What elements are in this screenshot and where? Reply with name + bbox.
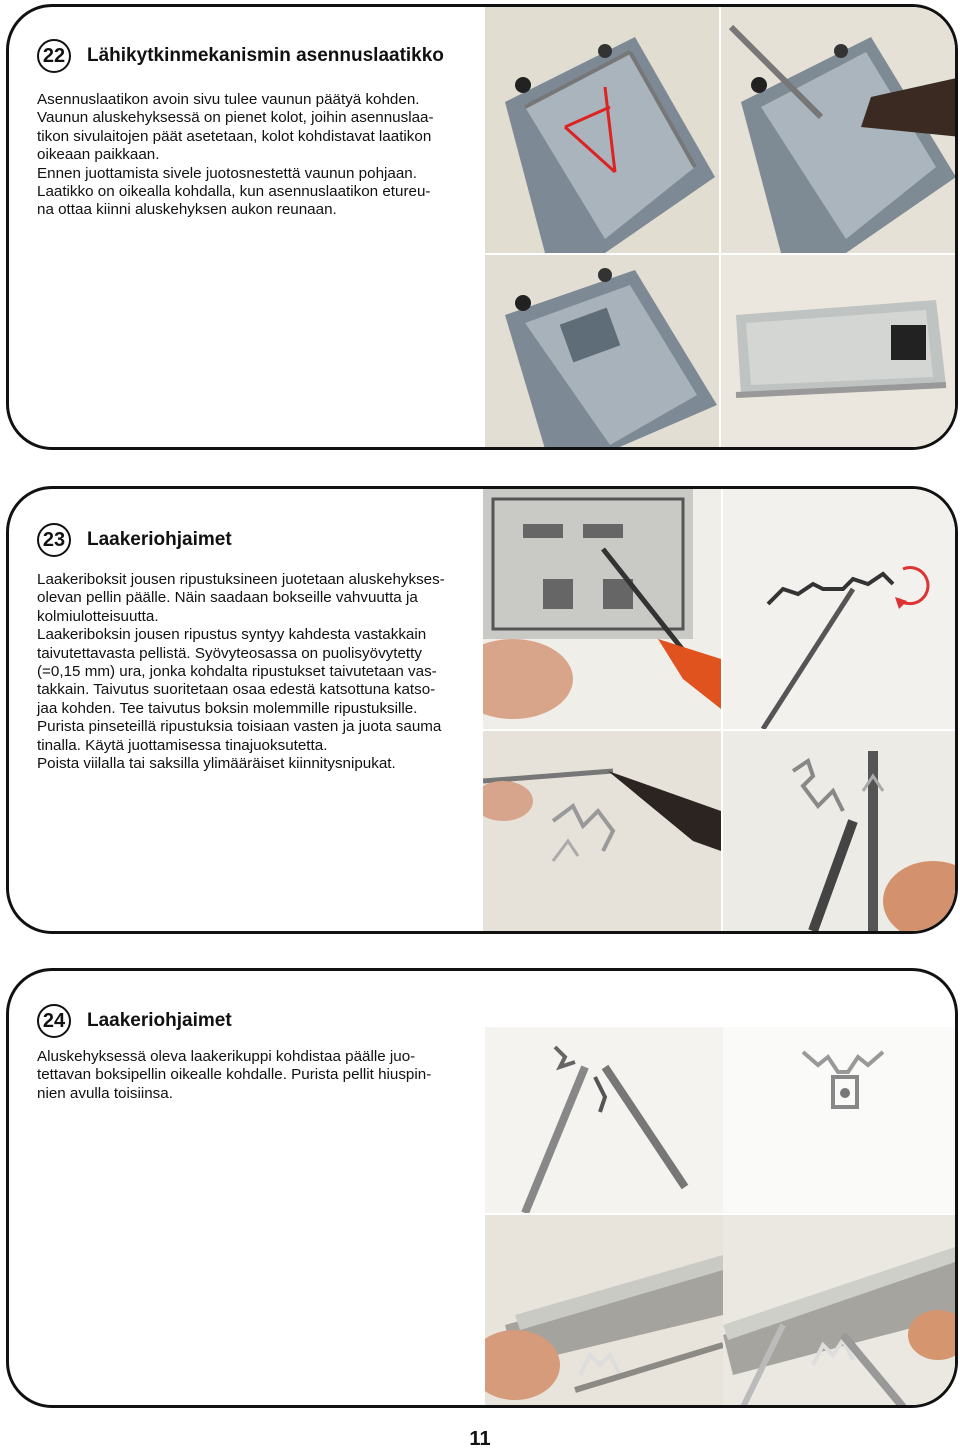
photo-tweezers-bearing: [485, 1027, 723, 1213]
step-number-badge: 23: [37, 523, 71, 557]
step-24-text: [37, 1048, 431, 1103]
text-line: Purista pinseteillä ripustuksia toisiaan vasten ja juota sauma: [37, 718, 442, 736]
text-line: oikeaan paikkaan.: [37, 146, 160, 164]
step-22-text: [37, 91, 434, 220]
step-number-badge: 22: [37, 39, 71, 73]
text-line: takkain. Taivutus suoritetaan osaa edestä katsottuna katso-: [37, 681, 436, 699]
photo-tweezers: [723, 731, 958, 931]
text-line: Asennuslaatikon avoin sivu tulee vaunun päätyä kohden.: [37, 91, 420, 108]
step-24-heading: [37, 1004, 232, 1038]
text-line: jaa kohden. Tee taivutus boksin molemmille ripustuksille.: [37, 699, 418, 717]
photo-bent-part: [723, 489, 958, 729]
step-22-heading: [37, 39, 444, 73]
step-23-text: [37, 571, 445, 773]
photo-underframe-right: [723, 1215, 958, 1407]
step-title: Laakeriohjaimet: [87, 529, 232, 550]
step-number-badge: 24: [37, 1004, 71, 1038]
text-line: olevan pellin päälle. Näin saadaan bokseille vahvuutta ja: [37, 589, 418, 607]
text-line: tikon sivulaitojen päät asetetaan, kolot kohdistavat laatikon: [37, 127, 432, 145]
photo-frame-topleft: [485, 7, 719, 253]
page-number: 11: [469, 1428, 491, 1450]
text-line: Ennen juottamista sivele juotosnestettä vaunun pohjaan.: [37, 164, 417, 182]
step-title: Laakeriohjaimet: [87, 1010, 232, 1031]
step-22-panel: [6, 4, 958, 450]
text-line: Laakeriboksit jousen ripustuksineen juotetaan aluskehykses-: [37, 571, 445, 588]
step-24-panel: [6, 968, 958, 1408]
photo-bearing-part: [723, 1027, 958, 1213]
text-line: kolmiulotteisuutta.: [37, 607, 159, 625]
photo-underframe-left: [485, 1215, 723, 1407]
text-line: Laatikko on oikealla kohdalla, kun asennuslaatikon etureu-: [37, 183, 431, 201]
text-line: Laakeriboksin jousen ripustus syntyy kahdesta vastakkain: [37, 626, 427, 644]
photo-frame-bottomleft: [485, 255, 719, 449]
step-23-heading: [37, 523, 232, 557]
step-23-panel: [6, 486, 958, 934]
text-line: nien avulla toisiinsa.: [37, 1084, 173, 1102]
text-line: tinalla. Käytä juottamisessa tinajuoksutetta.: [37, 736, 328, 754]
photo-soldering: [483, 731, 721, 931]
text-line: tettavan boksipellin oikealle kohdalle. Purista pellit hiuspin-: [37, 1066, 432, 1084]
photo-fret-cutting: [483, 489, 721, 729]
photo-frame-topright: [721, 7, 958, 253]
text-line: na ottaa kiinni aluskehyksen aukon reunaan.: [37, 201, 337, 219]
photo-frame-bottomright: [721, 255, 958, 449]
text-line: Vaunun aluskehyksessä on pienet kolot, joihin asennuslaa-: [37, 109, 434, 127]
text-line: Aluskehyksessä oleva laakerikuppi kohdistaa päälle juo-: [37, 1048, 416, 1065]
step-title: Lähikytkinmekanismin asennuslaatikko: [87, 45, 444, 66]
text-line: (=0,15 mm) ura, jonka kohdalta ripustukset taivutetaan vas-: [37, 663, 437, 681]
text-line: taivutettavasta pellistä. Syövyteosassa on puolisyövytetty: [37, 644, 422, 662]
text-line: Poista viilalla tai saksilla ylimääräiset kiinnitysnipukat.: [37, 755, 396, 773]
